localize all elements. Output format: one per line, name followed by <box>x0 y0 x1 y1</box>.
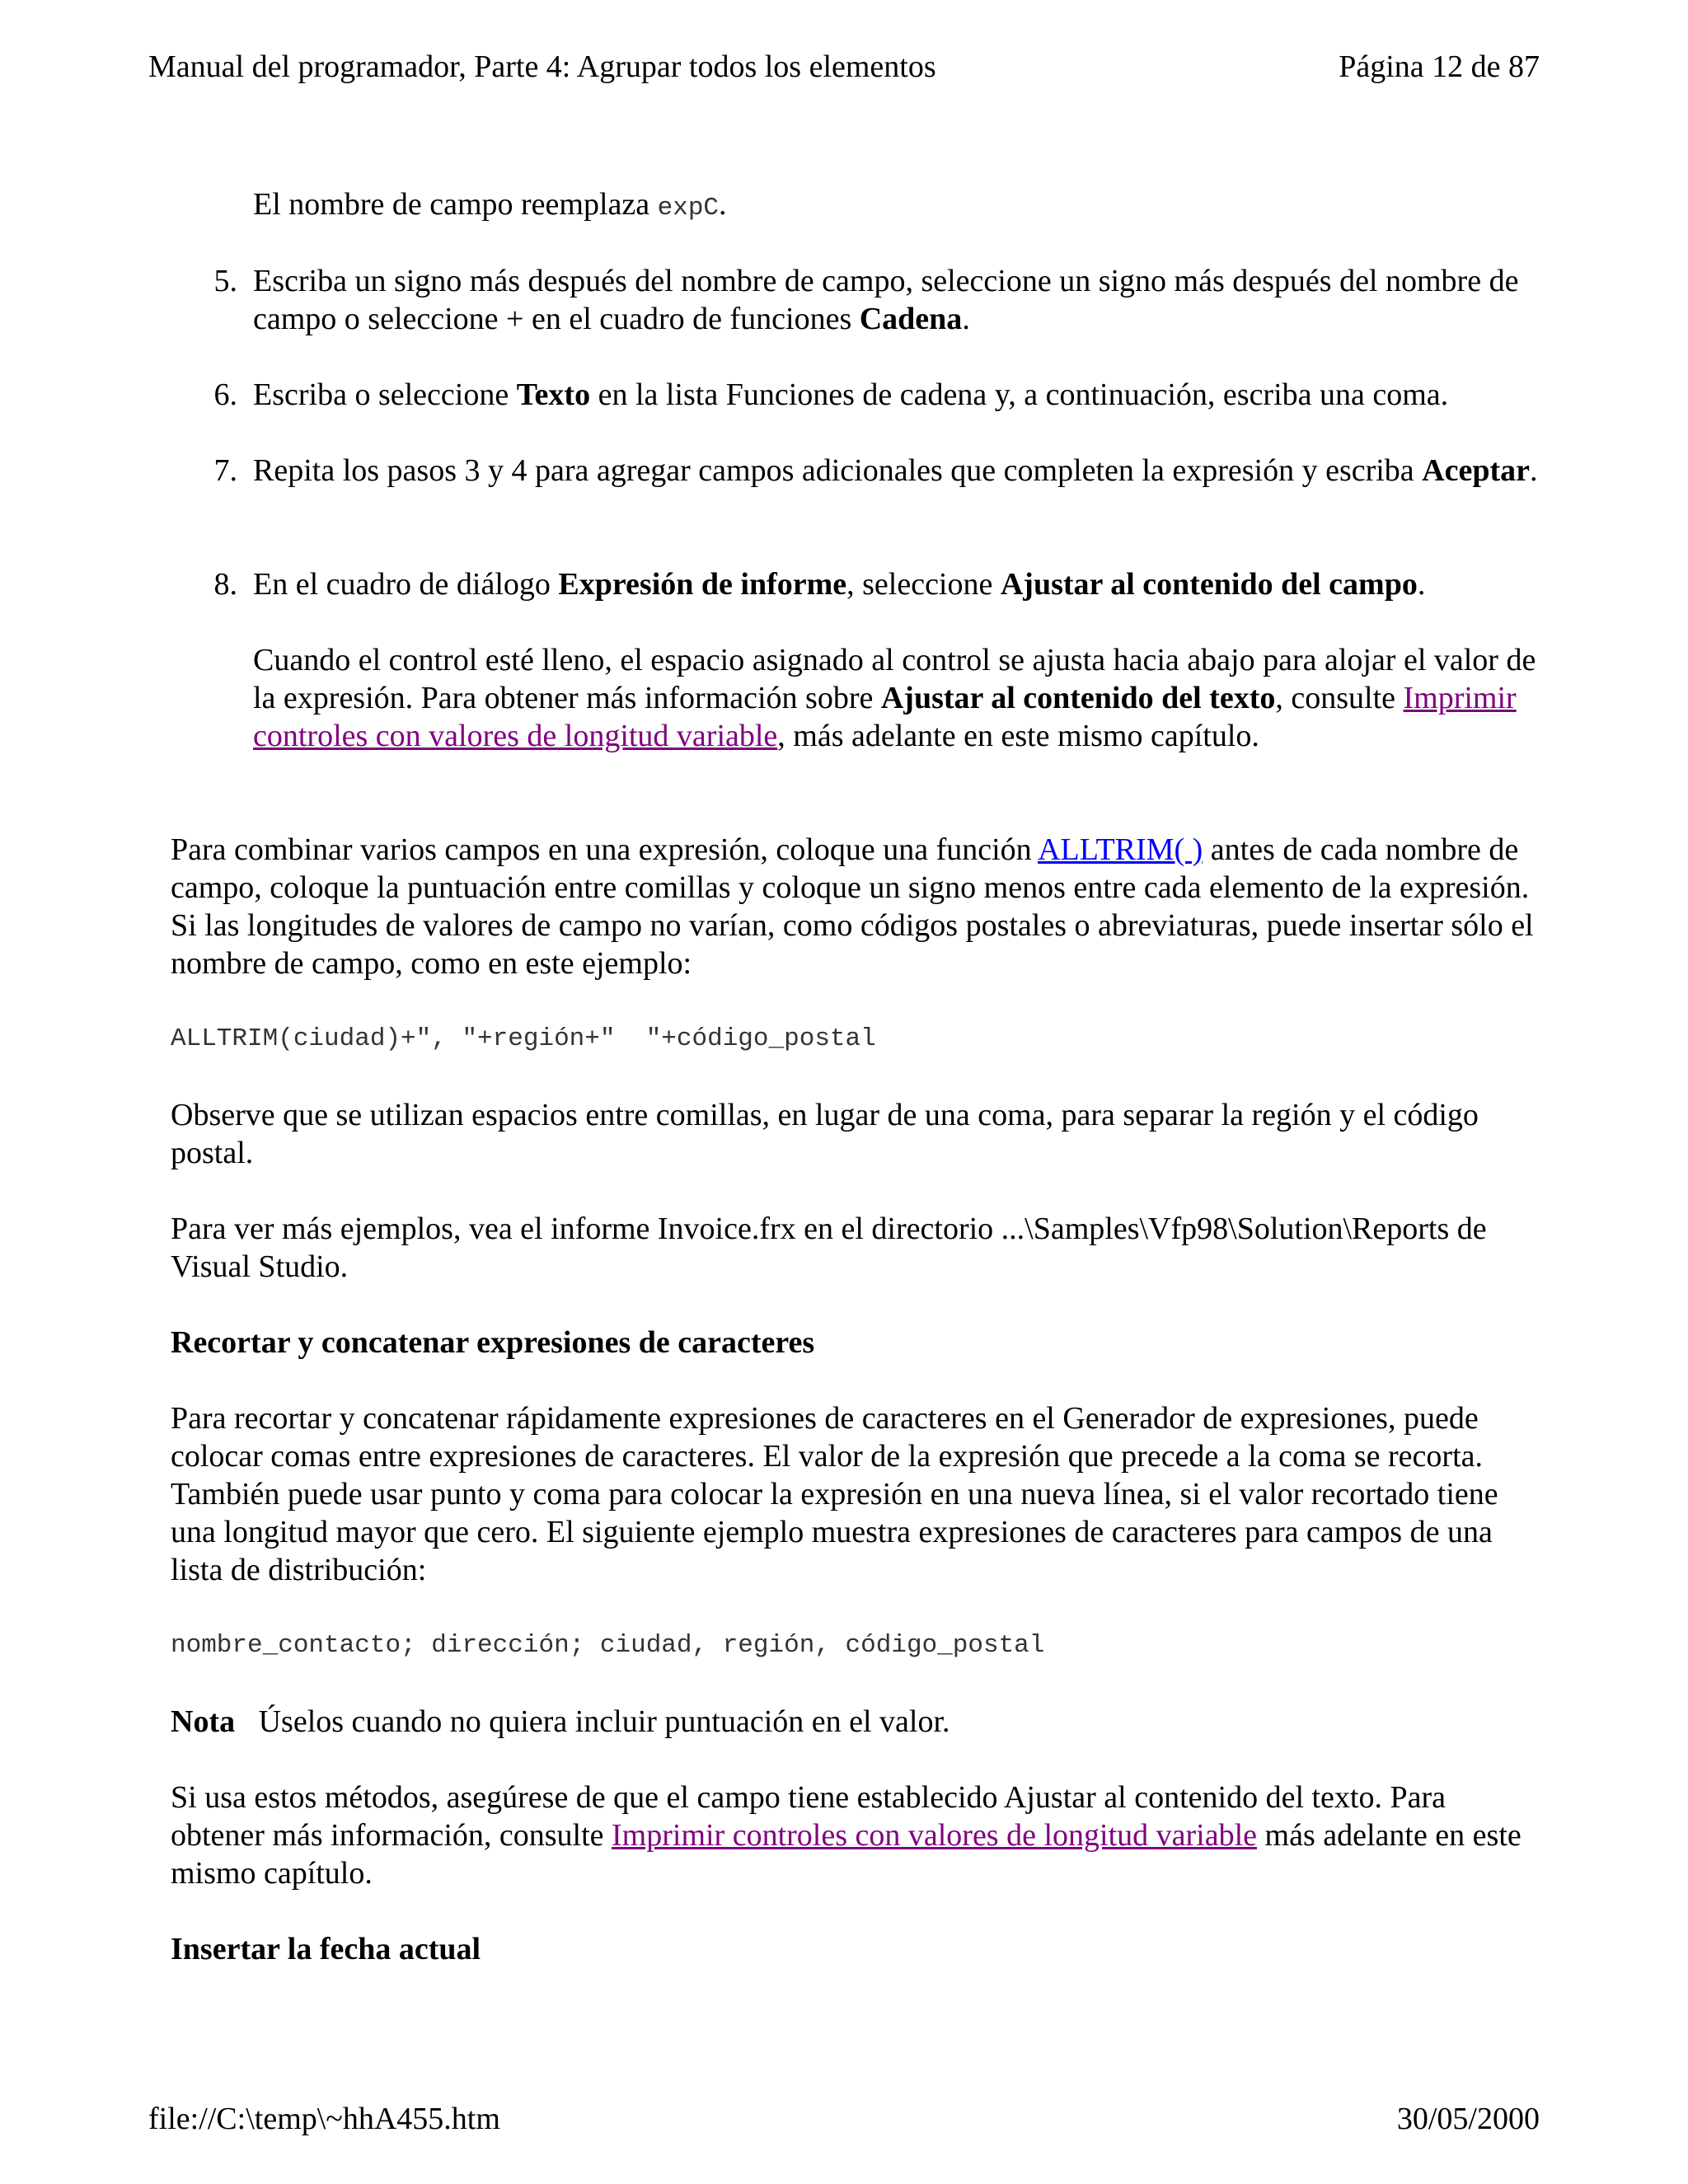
paragraph-trim-concatenate: Para recortar y concatenar rápidamente expresiones de caracteres en el Generador de expresiones, puede colocar comas entre expresiones de caracteres. El valor de la expresión que precede a la coma se recorta. También puede usar punto y coma para colocar la expresión en una nueva línea, si el valor recortado tiene una longitud mayor que cero. El siguiente ejemplo muestra expresiones de caracteres para campos de una lista de distribución: <box>171 1401 1498 1587</box>
step-5: Escriba un signo más después del nombre de campo, seleccione un signo más después del nombre de campo o seleccione + en el cuadro de funciones Cadena. <box>253 264 1519 336</box>
inline-code-expc: expC <box>657 194 720 223</box>
step-6: Escriba o seleccione Texto en la lista Funciones de cadena y, a continuación, escriba una coma. <box>253 377 1449 412</box>
paragraph-more-examples: Para ver más ejemplos, vea el informe Invoice.frx en el directorio ...\Samples\Vfp98\Solution\Reports de Visual Studio. <box>171 1212 1487 1284</box>
step-8-note: Cuando el control esté lleno, el espacio asignado al control se ajusta hacia abajo para alojar el valor de la expresión. Para obtener más información sobre Ajustar al contenido del texto, consulte Imprimir controles con valores de longitud variable, más adelante en este mismo capítulo. <box>253 643 1536 753</box>
page-footer <box>148 2100 1540 2138</box>
step-number: 7. <box>213 453 237 488</box>
paragraph-combine-fields: Para combinar varios campos en una expresión, coloque una función ALLTRIM( ) antes de cada nombre de campo, coloque la puntuación entre comillas y coloque un signo menos entre cada elemento de la expresión. Si las longitudes de valores de campo no varían, como códigos postales o abreviaturas, puede insertar sólo el nombre de campo, como en este ejemplo: <box>171 832 1534 981</box>
link-alltrim[interactable]: ALLTRIM( ) <box>1038 832 1203 867</box>
paragraph-methods: Si usa estos métodos, asegúrese de que el campo tiene establecido Ajustar al contenido del texto. Para obtener más información, consulte Imprimir controles con valores de longitud variable más adelante en este mismo capítulo. <box>171 1780 1522 1891</box>
step-8: En el cuadro de diálogo Expresión de informe, seleccione Ajustar al contenido del campo. <box>253 567 1426 602</box>
step-number: 5. <box>213 264 237 298</box>
paragraph-observe: Observe que se utilizan espacios entre comillas, en lugar de una coma, para separar la región y el código postal. <box>171 1098 1479 1170</box>
code-example-mailing-list: nombre_contacto; dirección; ciudad, región, código_postal <box>171 1631 1045 1660</box>
step-number: 8. <box>213 567 237 602</box>
code-example-alltrim: ALLTRIM(ciudad)+", "+región+" "+código_postal <box>171 1024 876 1053</box>
header-page-number: Página 12 de 87 <box>1339 49 1540 84</box>
intro-paragraph: El nombre de campo reemplaza expC. <box>253 187 727 223</box>
note-label: Nota <box>171 1704 236 1739</box>
note-paragraph: Nota Úselos cuando no quiera incluir puntuación en el valor. <box>171 1704 950 1739</box>
step-number: 6. <box>213 377 237 412</box>
step-7: Repita los pasos 3 y 4 para agregar campos adicionales que completen la expresión y escriba Aceptar. <box>253 453 1538 488</box>
link-variable-length-controls[interactable]: Imprimir controles con valores de longitud variable <box>253 681 1517 753</box>
header-title: Manual del programador, Parte 4: Agrupar todos los elementos <box>148 49 936 84</box>
footer-file-path: file://C:\temp\~hhA455.htm <box>148 2102 500 2136</box>
link-variable-length-controls-2[interactable]: Imprimir controles con valores de longitud variable <box>612 1818 1258 1853</box>
page-header <box>148 48 1540 86</box>
section-heading-current-date: Insertar la fecha actual <box>171 1932 481 1966</box>
footer-date: 30/05/2000 <box>1396 2102 1540 2136</box>
section-heading-trim: Recortar y concatenar expresiones de caracteres <box>171 1325 815 1360</box>
